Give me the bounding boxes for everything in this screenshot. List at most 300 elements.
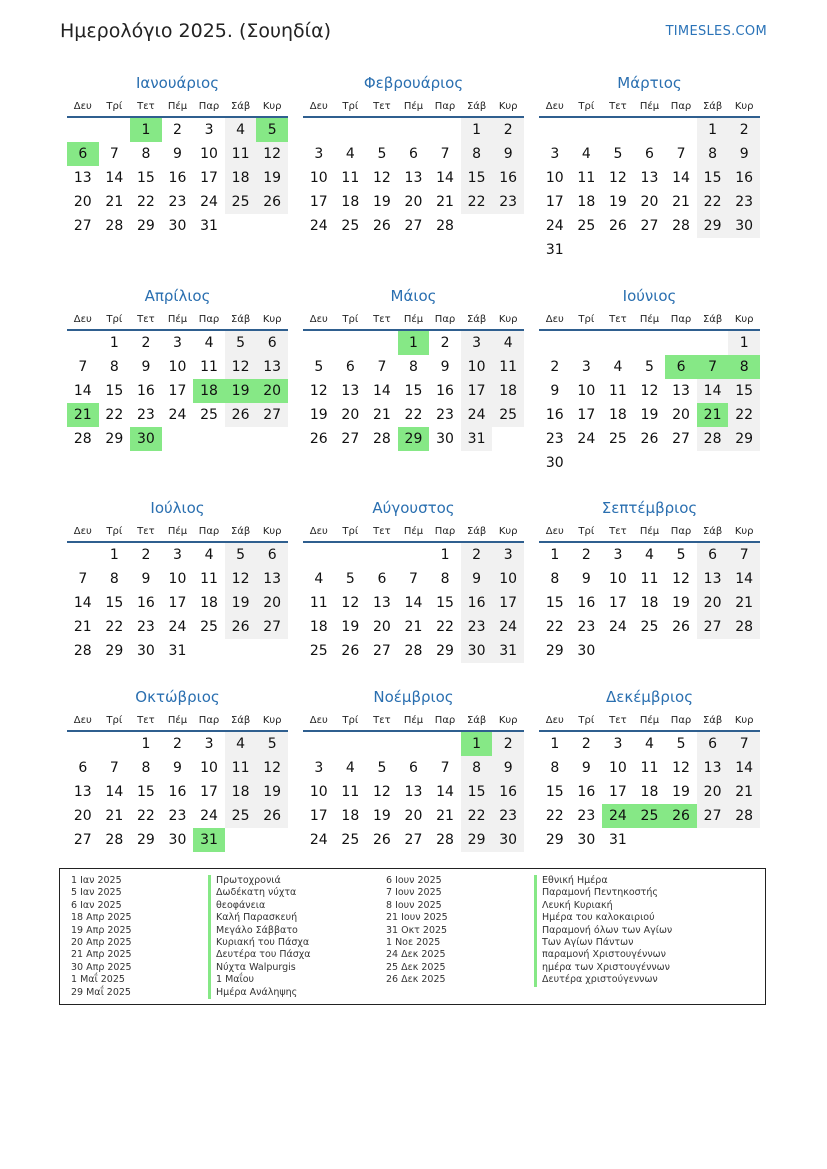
day-cell: 23: [545, 431, 564, 447]
holiday-date: 31 Οκτ 2025: [386, 924, 448, 936]
weekday-header: Παρ: [665, 521, 697, 542]
day-cell: 14: [436, 170, 454, 186]
day-cell: 13: [73, 170, 92, 186]
holiday-date: 6 Ιουν 2025: [386, 875, 442, 886]
weekday-header: Κυρ: [256, 309, 288, 330]
day-cell: 9: [550, 383, 560, 399]
empty-cell: [303, 542, 335, 567]
day-cell: 14: [697, 379, 729, 403]
holiday-name: θεοφάνεια: [208, 900, 311, 912]
day-cell: 29: [105, 643, 124, 659]
day-cell: 25: [634, 804, 666, 828]
day-cell: 25: [200, 619, 218, 635]
weekday-header: Παρ: [193, 96, 225, 117]
day-cell: 2: [461, 542, 493, 567]
day-cell: 30: [545, 455, 564, 471]
weekday-header: Κυρ: [256, 521, 288, 542]
day-cell: 9: [581, 571, 591, 587]
day-cell: 13: [73, 784, 92, 800]
day-cell: 19: [608, 194, 627, 210]
day-cell: 27: [73, 218, 92, 234]
day-cell: 6: [78, 760, 88, 776]
day-cell: 21: [404, 619, 423, 635]
holiday-name: Εθνική Ημέρα: [534, 875, 672, 887]
holiday-name: Ημέρα Ανάληψης: [208, 987, 311, 999]
day-cell: 6: [377, 571, 387, 587]
day-cell: 3: [613, 547, 623, 563]
day-cell: 6: [645, 146, 654, 162]
day-cell: 28: [73, 431, 92, 447]
day-cell: 28: [404, 643, 423, 659]
day-cell: 26: [665, 804, 697, 828]
day-cell: 18: [640, 595, 659, 611]
day-cell: 30: [577, 832, 596, 848]
day-cell: 13: [404, 170, 423, 186]
weekday-header: Τετ: [130, 521, 162, 542]
weekday-header: Τρί: [99, 710, 131, 731]
holiday-dates-col-1: [71, 875, 132, 999]
day-cell: 26: [341, 643, 360, 659]
day-cell: 5: [225, 330, 257, 355]
day-cell: 31: [461, 427, 493, 451]
month-block: [539, 684, 760, 852]
day-cell: 27: [697, 615, 729, 639]
weekday-header: Κυρ: [492, 710, 524, 731]
empty-cell: [602, 639, 634, 663]
weekday-header: Σάβ: [225, 521, 257, 542]
day-cell: 30: [728, 214, 760, 238]
day-cell: 27: [256, 615, 288, 639]
month-block: [303, 684, 524, 852]
empty-cell: [634, 639, 666, 663]
day-cell: 5: [225, 542, 257, 567]
day-cell: 3: [461, 330, 493, 355]
day-cell: 27: [372, 643, 391, 659]
month-block: [539, 70, 760, 262]
empty-cell: [697, 639, 729, 663]
day-cell: 2: [492, 731, 524, 756]
day-cell: 14: [672, 170, 690, 186]
site-link[interactable]: TIMESLES.COM: [665, 24, 767, 39]
holiday-date: 21 Απρ 2025: [71, 949, 132, 961]
holiday-name: Μεγάλο Σάββατο: [208, 925, 311, 937]
day-cell: 3: [550, 146, 560, 162]
holiday-name: παραμονή Χριστουγέννων: [534, 949, 672, 961]
weekday-header: Κυρ: [728, 96, 760, 117]
day-cell: 4: [345, 760, 355, 776]
weekday-header: Δευ: [539, 521, 571, 542]
empty-cell: [256, 828, 288, 852]
month-name: Σεπτέμβριος: [601, 499, 698, 517]
weekday-header: Παρ: [665, 710, 697, 731]
empty-cell: [602, 117, 634, 142]
empty-cell: [225, 214, 257, 238]
day-cell: 12: [256, 756, 288, 780]
day-cell: 3: [492, 542, 524, 567]
empty-cell: [225, 639, 257, 663]
day-cell: 16: [136, 595, 155, 611]
day-cell: 16: [545, 407, 564, 423]
empty-cell: [665, 828, 697, 852]
weekday-header: Τρί: [99, 521, 131, 542]
weekday-header: Παρ: [193, 710, 225, 731]
weekday-header: Κυρ: [492, 521, 524, 542]
weekday-header: Τετ: [130, 309, 162, 330]
day-cell: 7: [377, 359, 387, 375]
empty-cell: [634, 330, 666, 355]
day-cell: 9: [728, 142, 760, 166]
day-cell: 6: [256, 542, 288, 567]
day-cell: 8: [109, 571, 119, 587]
empty-cell: [602, 451, 634, 475]
day-cell: 5: [256, 117, 288, 142]
month-block: [303, 70, 524, 238]
day-cell: 5: [314, 359, 324, 375]
empty-cell: [398, 117, 430, 142]
empty-cell: [571, 330, 603, 355]
day-cell: 11: [577, 170, 596, 186]
day-cell: 14: [73, 383, 92, 399]
day-cell: 17: [608, 784, 627, 800]
day-cell: 31: [608, 832, 627, 848]
weekday-header: Τρί: [571, 96, 603, 117]
day-cell: 26: [256, 190, 288, 214]
day-cell: 13: [672, 383, 690, 399]
empty-cell: [634, 117, 666, 142]
day-cell: 16: [168, 784, 187, 800]
day-cell: 21: [436, 808, 454, 824]
day-cell: 17: [168, 383, 187, 399]
month-name: Δεκέμβριος: [605, 688, 693, 706]
month-name: Οκτώβριος: [135, 688, 220, 706]
empty-cell: [429, 117, 461, 142]
month-name: Μάιος: [390, 287, 437, 305]
day-cell: 10: [309, 784, 328, 800]
weekday-header: Κυρ: [256, 710, 288, 731]
empty-cell: [697, 451, 729, 475]
day-cell: 19: [640, 407, 659, 423]
empty-cell: [303, 330, 335, 355]
day-cell: 23: [168, 194, 187, 210]
day-cell: 9: [173, 760, 182, 776]
day-cell: 7: [728, 731, 760, 756]
day-cell: 1: [728, 330, 760, 355]
day-cell: 14: [728, 567, 760, 591]
holiday-name: Δευτέρα χριστούγεννων: [534, 974, 672, 986]
day-cell: 24: [309, 218, 328, 234]
day-cell: 25: [225, 804, 257, 828]
day-cell: 3: [173, 547, 182, 563]
weekday-header: Κυρ: [728, 521, 760, 542]
day-cell: 29: [697, 214, 729, 238]
empty-cell: [697, 238, 729, 262]
day-cell: 23: [436, 407, 454, 423]
weekday-header: Δευ: [67, 96, 99, 117]
weekday-header: Σάβ: [461, 309, 493, 330]
empty-cell: [67, 117, 99, 142]
day-cell: 6: [67, 142, 99, 166]
day-cell: 20: [697, 591, 729, 615]
day-cell: 8: [550, 760, 560, 776]
weekday-header: Πέμ: [162, 309, 194, 330]
holiday-name: Καλή Παρασκευή: [208, 912, 311, 924]
day-cell: 31: [168, 643, 187, 659]
day-cell: 1: [697, 117, 729, 142]
day-cell: 17: [545, 194, 564, 210]
empty-cell: [366, 731, 398, 756]
empty-cell: [256, 639, 288, 663]
day-cell: 18: [225, 166, 257, 190]
day-cell: 21: [728, 591, 760, 615]
empty-cell: [634, 828, 666, 852]
day-cell: 1: [440, 547, 450, 563]
day-cell: 7: [109, 760, 119, 776]
day-cell: 6: [409, 146, 418, 162]
day-cell: 25: [309, 643, 328, 659]
day-cell: 15: [436, 595, 454, 611]
day-cell: 1: [461, 117, 493, 142]
empty-cell: [162, 427, 194, 451]
weekday-header: Κυρ: [728, 710, 760, 731]
day-cell: 19: [341, 619, 360, 635]
day-cell: 30: [492, 828, 524, 852]
month-name: Απρίλιος: [144, 287, 211, 305]
empty-cell: [571, 238, 603, 262]
day-cell: 22: [461, 804, 493, 828]
day-cell: 4: [314, 571, 324, 587]
weekday-header: Πέμ: [634, 521, 666, 542]
day-cell: 4: [645, 736, 654, 752]
weekday-header: Δευ: [303, 309, 335, 330]
day-cell: 10: [608, 571, 627, 587]
day-cell: 4: [581, 146, 591, 162]
day-cell: 21: [67, 403, 99, 427]
empty-cell: [602, 330, 634, 355]
holiday-name: Ημέρα του καλοκαιριού: [534, 912, 672, 924]
day-cell: 29: [136, 218, 155, 234]
day-cell: 1: [461, 731, 493, 756]
empty-cell: [366, 542, 398, 567]
day-cell: 24: [545, 218, 564, 234]
day-cell: 19: [256, 166, 288, 190]
day-cell: 25: [341, 218, 360, 234]
empty-cell: [366, 330, 398, 355]
holiday-date: 8 Ιουν 2025: [386, 899, 442, 911]
day-cell: 18: [341, 194, 360, 210]
weekday-header: Τρί: [335, 521, 367, 542]
day-cell: 26: [372, 832, 391, 848]
day-cell: 23: [728, 190, 760, 214]
day-cell: 23: [577, 619, 596, 635]
weekday-header: Τετ: [366, 96, 398, 117]
holiday-date: 19 Απρ 2025: [71, 924, 132, 936]
day-cell: 2: [141, 547, 151, 563]
weekday-header: Σάβ: [461, 96, 493, 117]
weekday-header: Πέμ: [162, 521, 194, 542]
day-cell: 29: [728, 427, 760, 451]
day-cell: 19: [372, 808, 391, 824]
day-cell: 17: [168, 595, 187, 611]
day-cell: 11: [200, 359, 218, 375]
day-cell: 4: [492, 330, 524, 355]
day-cell: 31: [193, 828, 225, 852]
weekday-header: Τετ: [602, 96, 634, 117]
day-cell: 3: [173, 335, 182, 351]
day-cell: 8: [728, 355, 760, 379]
weekday-header: Δευ: [539, 309, 571, 330]
day-cell: 12: [672, 760, 690, 776]
day-cell: 22: [404, 407, 423, 423]
holiday-name: Νύχτα Walpurgis: [208, 962, 311, 974]
day-cell: 15: [404, 383, 423, 399]
day-cell: 27: [404, 832, 423, 848]
day-cell: 4: [204, 335, 214, 351]
day-cell: 4: [345, 146, 355, 162]
month-block: [67, 70, 288, 238]
day-cell: 11: [492, 355, 524, 379]
day-cell: 24: [492, 615, 524, 639]
day-cell: 31: [492, 639, 524, 663]
day-cell: 16: [577, 784, 596, 800]
day-cell: 13: [697, 567, 729, 591]
day-cell: 27: [341, 431, 360, 447]
day-cell: 9: [581, 760, 591, 776]
day-cell: 28: [436, 218, 454, 234]
day-cell: 16: [168, 170, 187, 186]
month-block: [67, 283, 288, 451]
day-cell: 8: [550, 571, 560, 587]
day-cell: 13: [256, 355, 288, 379]
weekday-header: Παρ: [193, 309, 225, 330]
empty-cell: [67, 330, 99, 355]
day-cell: 25: [577, 218, 596, 234]
day-cell: 20: [256, 591, 288, 615]
day-cell: 17: [608, 595, 627, 611]
day-cell: 15: [136, 170, 155, 186]
day-cell: 8: [697, 142, 729, 166]
day-cell: 20: [73, 808, 92, 824]
day-cell: 23: [492, 190, 524, 214]
day-cell: 10: [200, 760, 218, 776]
day-cell: 15: [461, 166, 493, 190]
day-cell: 21: [73, 619, 92, 635]
day-cell: 17: [309, 194, 328, 210]
day-cell: 5: [613, 146, 623, 162]
day-cell: 26: [672, 619, 690, 635]
day-cell: 22: [728, 403, 760, 427]
day-cell: 30: [168, 832, 187, 848]
day-cell: 5: [676, 736, 686, 752]
day-cell: 20: [672, 407, 690, 423]
month-name: Ιούνιος: [622, 287, 677, 305]
day-cell: 20: [404, 808, 423, 824]
day-cell: 7: [109, 146, 119, 162]
day-cell: 4: [225, 117, 257, 142]
empty-cell: [193, 427, 225, 451]
day-cell: 9: [492, 142, 524, 166]
day-cell: 21: [728, 780, 760, 804]
day-cell: 11: [225, 756, 257, 780]
weekday-header: Τετ: [130, 710, 162, 731]
day-cell: 8: [141, 146, 151, 162]
holiday-date: 1 Ιαν 2025: [71, 875, 122, 886]
month-block: [539, 495, 760, 663]
day-cell: 30: [136, 643, 155, 659]
holiday-date: 29 Μαΐ 2025: [71, 986, 131, 998]
weekday-header: Σάβ: [697, 96, 729, 117]
weekday-header: Πέμ: [162, 96, 194, 117]
day-cell: 8: [109, 359, 119, 375]
day-cell: 4: [204, 547, 214, 563]
empty-cell: [539, 117, 571, 142]
day-cell: 26: [608, 218, 627, 234]
day-cell: 3: [613, 736, 623, 752]
day-cell: 18: [225, 780, 257, 804]
day-cell: 24: [608, 619, 627, 635]
day-cell: 14: [105, 170, 124, 186]
day-cell: 22: [461, 190, 493, 214]
day-cell: 13: [697, 756, 729, 780]
weekday-header: Σάβ: [697, 521, 729, 542]
weekday-header: Κυρ: [728, 309, 760, 330]
weekday-header: Δευ: [303, 521, 335, 542]
weekday-header: Σάβ: [225, 710, 257, 731]
month-block: [67, 495, 288, 663]
day-cell: 15: [545, 595, 564, 611]
day-cell: 18: [200, 595, 218, 611]
weekday-header: Πέμ: [634, 309, 666, 330]
day-cell: 27: [256, 403, 288, 427]
empty-cell: [193, 639, 225, 663]
day-cell: 6: [697, 542, 729, 567]
day-cell: 5: [377, 146, 387, 162]
day-cell: 2: [492, 117, 524, 142]
day-cell: 24: [461, 403, 493, 427]
holiday-name: Παραμονή όλων των Αγίων: [534, 925, 672, 937]
empty-cell: [665, 451, 697, 475]
weekday-header: Παρ: [665, 309, 697, 330]
holiday-date: 24 Δεκ 2025: [386, 949, 446, 961]
day-cell: 18: [640, 784, 659, 800]
day-cell: 9: [492, 756, 524, 780]
holiday-date: 30 Απρ 2025: [71, 961, 132, 973]
weekday-header: Πέμ: [398, 521, 430, 542]
empty-cell: [728, 639, 760, 663]
day-cell: 15: [728, 379, 760, 403]
day-cell: 4: [613, 359, 623, 375]
day-cell: 28: [728, 804, 760, 828]
weekday-header: Δευ: [539, 710, 571, 731]
day-cell: 21: [672, 194, 690, 210]
day-cell: 6: [697, 731, 729, 756]
day-cell: 29: [545, 832, 564, 848]
empty-cell: [256, 214, 288, 238]
day-cell: 12: [225, 567, 257, 591]
day-cell: 24: [577, 431, 596, 447]
day-cell: 11: [225, 142, 257, 166]
weekday-header: Κυρ: [492, 96, 524, 117]
weekday-header: Τρί: [99, 309, 131, 330]
empty-cell: [256, 427, 288, 451]
day-cell: 30: [577, 643, 596, 659]
day-cell: 29: [545, 643, 564, 659]
day-cell: 7: [728, 542, 760, 567]
empty-cell: [571, 451, 603, 475]
empty-cell: [728, 828, 760, 852]
day-cell: 20: [404, 194, 423, 210]
day-cell: 12: [640, 383, 659, 399]
empty-cell: [634, 451, 666, 475]
